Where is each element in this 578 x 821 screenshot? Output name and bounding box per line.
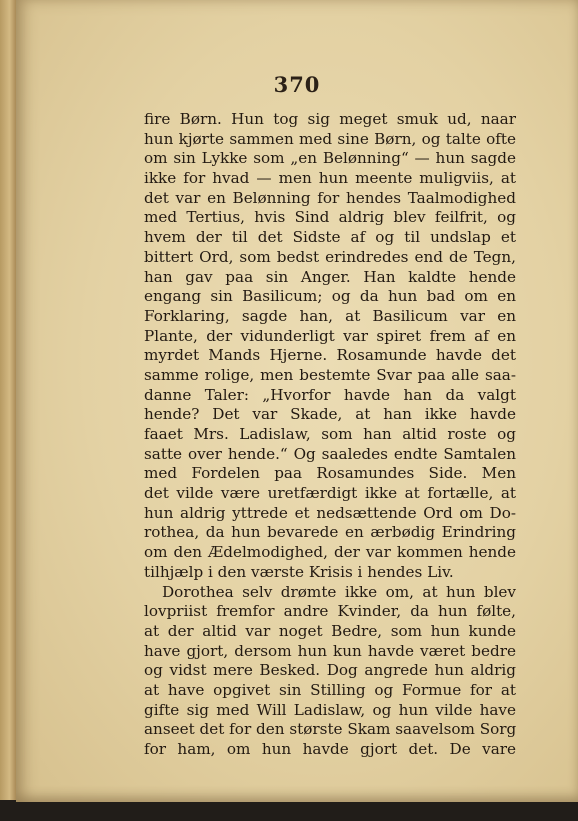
text-line: fire Børn. Hun tog sig meget smuk ud, naar [144, 110, 516, 128]
text-line: Plante, der vidunderligt var spiret frem af en [144, 326, 516, 345]
text-line: det vilde være uretfærdigt ikke at fortælle, at [144, 484, 516, 503]
text-line: myrdet Mands Hjerne. Rosamunde havde det [144, 346, 516, 365]
text-line: rothea, da hun bevarede en ærbødig Erindring [144, 523, 516, 542]
text-line: danne Taler: „Hvorfor havde han da valgt [144, 385, 516, 404]
text-line: samme rolige, men bestemte Svar paa alle saa- [144, 365, 516, 384]
text-line: og vidst mere Besked. Dog angrede hun aldrig [144, 661, 516, 680]
text-line: faaet Mrs. Ladislaw, som han altid roste og [144, 425, 516, 443]
text-line: for ham, om hun havde gjort det. De vare [144, 740, 516, 758]
text-line: tilhjælp i den værste Krisis i hendes Liv. [144, 562, 454, 581]
page-number: 370 [273, 72, 321, 97]
text-line: hun kjørte sammen med sine Børn, og talte ofte [144, 129, 516, 148]
text-line: han gav paa sin Anger. Han kaldte hende [144, 267, 516, 286]
book-spine-edge [0, 0, 16, 821]
text-line: satte over hende.“ Og saaledes endte Samtalen [144, 444, 516, 463]
text-line: Forklaring, sagde han, at Basilicum var en [144, 306, 516, 325]
text-line: at have opgivet sin Stilling og Formue for at [144, 680, 516, 699]
text-line: hende? Det var Skade, at han ikke havde [144, 405, 516, 424]
book-bottom-edge [0, 800, 578, 821]
text-line: med Fordelen paa Rosamundes Side. Men [144, 464, 516, 483]
show-through-text [388, 736, 528, 758]
book-page [16, 0, 578, 802]
text-line: om sin Lykke som „en Belønning“ — hun sagde [144, 149, 516, 168]
text-line: anseet det for den største Skam saavelsom Sorg [144, 720, 516, 739]
text-line: det var en Belønning for hendes Taalmodighed [144, 188, 516, 207]
text-line: have gjort, dersom hun kun havde været bedre [144, 641, 516, 660]
text-line: at der altid var noget Bedre, som hun kunde [144, 621, 516, 640]
text-line: gifte sig med Will Ladislaw, og hun vilde have [144, 700, 516, 719]
text-line: lovpriist fremfor andre Kvinder, da hun følte, [144, 602, 516, 621]
text-line: om den Ædelmodighed, der var kommen hende [144, 543, 516, 562]
text-line: hun aldrig yttrede et nedsættende Ord om Do- [144, 503, 516, 522]
text-line: engang sin Basilicum; og da hun bad om en [144, 287, 516, 306]
text-line: Dorothea selv drømte ikke om, at hun blev [162, 582, 516, 601]
text-line: ikke for hvad — men hun meente muligviis, at [144, 169, 516, 188]
text-line: hvem der til det Sidste af og til undslap et [144, 228, 516, 247]
text-line: med Tertius, hvis Sind aldrig blev feilfrit, og [144, 208, 516, 227]
text-line: bittert Ord, som bedst erindredes end de Tegn, [144, 247, 516, 266]
page-body-text [144, 110, 516, 760]
